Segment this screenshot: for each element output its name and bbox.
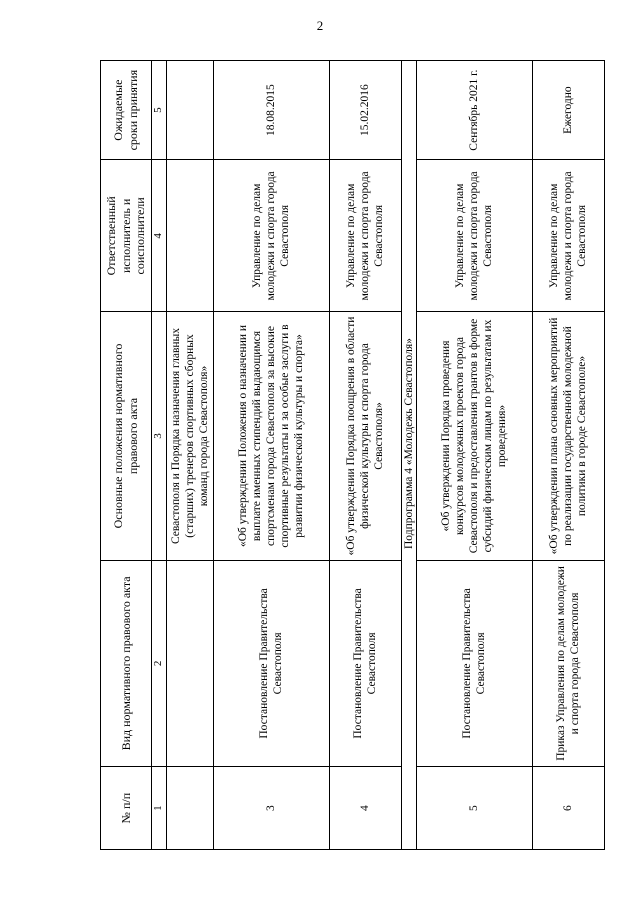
col-header-content: Основные положения нормативного правового акта bbox=[101, 312, 152, 560]
column-number: 5 bbox=[152, 61, 167, 160]
row-content: «Об утверждении плана основных мероприятий по реализации государственной молодежной политики в городе Севастополе» bbox=[532, 312, 604, 560]
row-responsible: Управление по делам молодежи и спорта города Севастополя bbox=[532, 160, 604, 312]
col-header-kind: Вид нормативного правового акта bbox=[101, 560, 152, 767]
row-kind: Постановление Правительства Севастополя bbox=[329, 560, 401, 767]
table-row bbox=[214, 61, 330, 850]
cell-empty bbox=[167, 560, 214, 767]
row-responsible: Управление по делам молодежи и спорта города Севастополя bbox=[417, 160, 533, 312]
row-number: 5 bbox=[417, 767, 533, 850]
row-responsible: Управление по делам молодежи и спорта города Севастополя bbox=[214, 160, 330, 312]
col-header-deadline: Ожидаемые сроки принятия bbox=[101, 61, 152, 160]
cell-empty bbox=[167, 160, 214, 312]
row-kind: Приказ Управления по делам молодежи и спорта города Севастополя bbox=[532, 560, 604, 767]
row-kind: Постановление Правительства Севастополя bbox=[214, 560, 330, 767]
subprogram-title: Подпрограмма 4 «Молодежь Севастополя» bbox=[402, 61, 417, 850]
row-deadline: Ежегодно bbox=[532, 61, 604, 160]
subprogram-row bbox=[402, 61, 417, 850]
table-row bbox=[417, 61, 533, 850]
row-responsible: Управление по делам молодежи и спорта города Севастополя bbox=[329, 160, 401, 312]
column-number: 4 bbox=[152, 160, 167, 312]
cell-empty bbox=[167, 61, 214, 160]
row-deadline: 18.08.2015 bbox=[214, 61, 330, 160]
continuation-row bbox=[167, 61, 214, 850]
col-header-num: № п/п bbox=[101, 767, 152, 850]
continuation-text: Севастополя и Порядка назначения главных (старших) тренеров спортивных сборных команд города Севастополя» bbox=[167, 312, 214, 560]
column-number: 1 bbox=[152, 767, 167, 850]
row-number: 3 bbox=[214, 767, 330, 850]
row-content: «Об утверждении Порядка проведения конкурсов молодежных проектов города Севастополя и предоставления грантов в форме субсидий физическим лицам по результатам их проведения» bbox=[417, 312, 533, 560]
row-number: 6 bbox=[532, 767, 604, 850]
row-number: 4 bbox=[329, 767, 401, 850]
page-number: 2 bbox=[316, 18, 324, 33]
table-row bbox=[329, 61, 401, 850]
cell-empty bbox=[167, 767, 214, 850]
column-number: 2 bbox=[152, 560, 167, 767]
row-deadline: Сентябрь 2021 г. bbox=[417, 61, 533, 160]
row-content: «Об утверждении Положения о назначении и выплате именных стипендий выдающимся спортсменам города Севастополя за высокие спортивные результаты и за особые заслуги в развитии физической культуры и спорта» bbox=[214, 312, 330, 560]
col-header-responsible: Ответственный исполнитель и соисполнители bbox=[101, 160, 152, 312]
row-kind: Постановление Правительства Севастополя bbox=[417, 560, 533, 767]
row-deadline: 15.02.2016 bbox=[329, 61, 401, 160]
row-content: «Об утверждении Порядка поощрения в области физической культуры и спорта города Севастополя» bbox=[329, 312, 401, 560]
header-row bbox=[101, 61, 152, 850]
table-row bbox=[532, 61, 604, 850]
column-number: 3 bbox=[152, 312, 167, 560]
acts-table bbox=[100, 60, 605, 850]
rotated-table bbox=[100, 60, 605, 850]
column-numbers-row bbox=[152, 61, 167, 850]
